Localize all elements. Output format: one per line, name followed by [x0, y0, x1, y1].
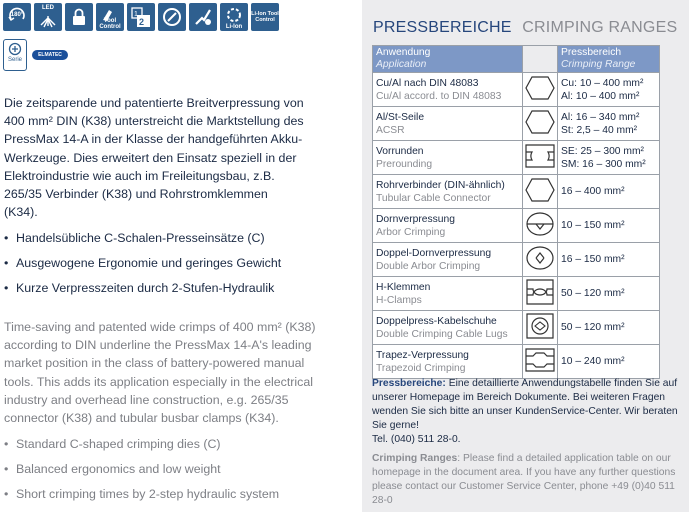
- range-value: St: 2,5 – 40 mm²: [561, 124, 638, 136]
- application-cell: [373, 175, 523, 209]
- h-clamp-die-icon: [523, 277, 557, 307]
- table-row: [373, 345, 660, 379]
- german-description: [4, 94, 304, 304]
- svg-text:1: 1: [134, 11, 138, 18]
- list-item: • Kurze Verpresszeiten durch 2-Stufen-Hydraulik: [4, 279, 304, 297]
- application-cell: [373, 311, 523, 345]
- table-row: [373, 209, 660, 243]
- list-item: • Standard C-shaped crimping dies (C): [4, 435, 334, 453]
- range-value: 10 – 150 mm²: [561, 220, 625, 231]
- application-de: Rohrverbinder (DIN-ähnlich): [376, 179, 505, 191]
- li-ion-tool-control-icon: Li-Ion Tool Control: [251, 3, 279, 31]
- trapezoid-die-icon: [523, 345, 557, 375]
- shape-cell: [523, 209, 558, 243]
- application-de: Doppelpress-Kabelschuhe: [376, 315, 497, 327]
- li-ion-battery-icon: Li-Ion: [220, 3, 248, 31]
- table-row: [373, 141, 660, 175]
- range-value: 50 – 120 mm²: [561, 322, 625, 333]
- application-de: Dornverpressung: [376, 213, 455, 225]
- range-value: SM: 16 – 300 mm²: [561, 158, 646, 170]
- hexagon-die-icon: [523, 73, 557, 103]
- header-shape: [523, 46, 558, 73]
- double-arbor-die-icon: [523, 243, 557, 273]
- range-cell: [558, 209, 660, 243]
- application-en: H-Clamps: [376, 294, 422, 306]
- panel-title: [373, 19, 677, 37]
- arbor-die-icon: [523, 209, 557, 239]
- application-en: Double Arbor Crimping: [376, 260, 481, 272]
- footnote-en: Crimping Ranges: Please find a detailed application table on our homepage in the document area. If you have any further questions please contact our Customer Service Center, phone +49 (0)40 511 28-0: [372, 453, 676, 506]
- header-range: Pressbereich Crimping Range: [558, 46, 660, 73]
- series-row: [3, 39, 303, 71]
- table-row: [373, 277, 660, 311]
- range-value: Al: 10 – 400 mm²: [561, 90, 640, 102]
- table-row: [373, 73, 660, 107]
- table-row: [373, 243, 660, 277]
- application-cell: [373, 209, 523, 243]
- range-value: 16 – 400 mm²: [561, 186, 625, 197]
- table-header: [373, 46, 660, 73]
- shape-cell: [523, 345, 558, 379]
- crimp-head-icon: [158, 3, 186, 31]
- application-en: ACSR: [376, 124, 405, 136]
- double-lug-die-icon: [523, 311, 557, 341]
- shape-cell: [523, 277, 558, 311]
- list-item: • Short crimping times by 2-step hydraulic system: [4, 485, 334, 503]
- quick-release-icon: [189, 3, 217, 31]
- application-en: Double Crimping Cable Lugs: [376, 328, 508, 340]
- feature-icon-row: [3, 3, 303, 31]
- range-value: 16 – 150 mm²: [561, 254, 625, 265]
- hexagon-die-icon: [523, 107, 557, 137]
- shape-cell: [523, 311, 558, 345]
- range-value: Cu: 10 – 400 mm²: [561, 77, 644, 89]
- brand-logo: ELMATEC: [32, 50, 68, 60]
- lock-icon: [65, 3, 93, 31]
- range-value: 10 – 240 mm²: [561, 356, 625, 367]
- list-item: • Balanced ergonomics and low weight: [4, 460, 334, 478]
- table-row: [373, 107, 660, 141]
- rotation-180-icon: 180°: [3, 3, 31, 31]
- range-cell: [558, 107, 660, 141]
- application-cell: [373, 73, 523, 107]
- german-intro: Die zeitsparende und patentierte Breitverpressung von 400 mm² DIN (K38) unterstreicht die Marktstellung des PressMax 14-A in der Klasse der handgeführten Akku-Werkzeuge. Dies erweitert den Einsatz speziell in der Elektroindustrie wie auch im Freileitungsbau, z.B. 265/35 Verbinder (K38) und Rohrstromklemmen (K34).: [4, 96, 304, 220]
- two-stage-icon: [127, 3, 155, 31]
- range-value: Al: 16 – 340 mm²: [561, 111, 640, 123]
- range-cell: [558, 73, 660, 107]
- shape-cell: [523, 243, 558, 277]
- application-en: Tubular Cable Connector: [376, 192, 491, 204]
- application-cell: [373, 107, 523, 141]
- feature-icons: [3, 3, 303, 71]
- application-de: Cu/Al nach DIN 48083: [376, 77, 479, 89]
- shape-cell: [523, 141, 558, 175]
- application-en: Arbor Crimping: [376, 226, 446, 238]
- panel-title-de: PRESSBEREICHE: [373, 19, 512, 36]
- application-de: H-Klemmen: [376, 281, 431, 293]
- application-cell: [373, 243, 523, 277]
- range-value: 50 – 120 mm²: [561, 288, 625, 299]
- range-cell: [558, 175, 660, 209]
- round-die-icon: [523, 141, 557, 171]
- panel-footnote: [372, 377, 682, 508]
- table-row: [373, 175, 660, 209]
- range-cell: [558, 277, 660, 311]
- shape-cell: [523, 107, 558, 141]
- crimping-table: [372, 45, 660, 379]
- range-value: SE: 25 – 300 mm²: [561, 145, 644, 157]
- application-de: Doppel-Dornverpressung: [376, 247, 492, 259]
- range-cell: [558, 243, 660, 277]
- english-intro: Time-saving and patented wide crimps of 400 mm² (K38) according to DIN underline the PressMax 14-A's leading market position in the class of battery-powered manual tools. This adds its application especially in the electrical industry and overhead line construction, e.g. 265/35 connector (K38) and tubular busbar clamps (K34).: [4, 320, 316, 426]
- application-cell: [373, 141, 523, 175]
- footnote-de: Pressbereiche: Eine detaillierte Anwendungstabelle finden Sie auf unserer Homepage im Bereich Dokumente. Bei weiteren Fragen wenden Sie sich bitte an unser KundenService-Center. Wir beraten Sie gerne! Tel. (040) 511 28-0.: [372, 378, 678, 445]
- english-description: [4, 318, 334, 509]
- table-row: [373, 311, 660, 345]
- crimping-ranges-panel: [362, 0, 689, 512]
- application-de: Vorrunden: [376, 145, 424, 157]
- range-cell: [558, 141, 660, 175]
- header-application: Anwendung Application: [373, 46, 523, 73]
- panel-title-en: CRIMPING RANGES: [522, 19, 678, 36]
- range-cell: [558, 311, 660, 345]
- shape-cell: [523, 73, 558, 107]
- application-de: Al/St-Seile: [376, 111, 425, 123]
- serie-icon: Serie: [3, 39, 27, 71]
- svg-text:2: 2: [139, 17, 145, 27]
- application-de: Trapez-Verpressung: [376, 349, 469, 361]
- english-feature-list: [4, 435, 334, 503]
- german-feature-list: [4, 229, 304, 297]
- application-en: Cu/Al accord. to DIN 48083: [376, 90, 502, 102]
- hexagon-die-icon: [523, 175, 557, 205]
- application-cell: [373, 277, 523, 311]
- list-item: • Handelsübliche C-Schalen-Presseinsätze (C): [4, 229, 304, 247]
- application-en: Trapezoid Crimping: [376, 362, 466, 374]
- application-cell: [373, 345, 523, 379]
- led-icon: LED: [34, 3, 62, 31]
- list-item: • Ausgewogene Ergonomie und geringes Gewicht: [4, 254, 304, 272]
- shape-cell: [523, 175, 558, 209]
- application-en: Prerounding: [376, 158, 433, 170]
- tool-control-icon: Tool Control: [96, 3, 124, 31]
- range-cell: [558, 345, 660, 379]
